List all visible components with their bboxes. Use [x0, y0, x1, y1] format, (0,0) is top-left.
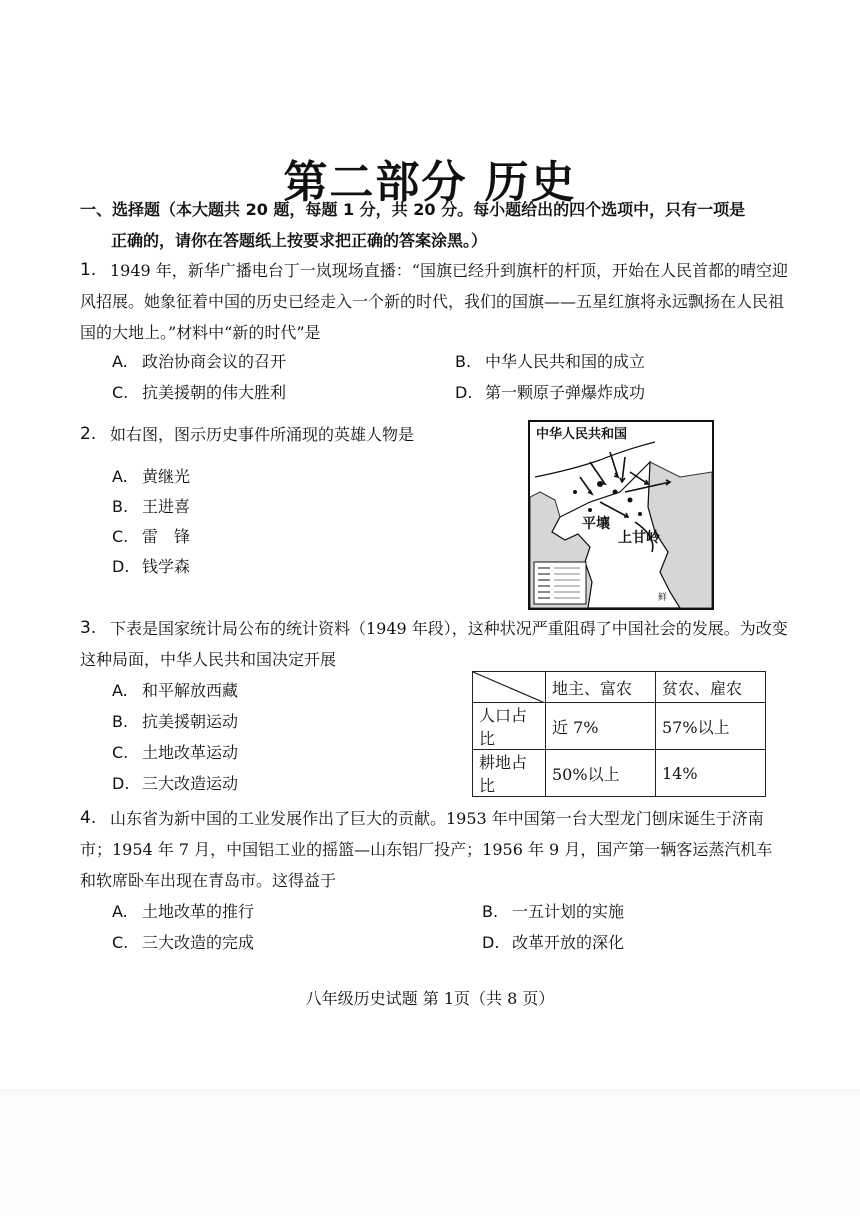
option-1c: C. 抗美援朝的伟大胜利 — [112, 383, 287, 402]
map-drawing — [530, 422, 712, 608]
question-3 — [80, 613, 788, 675]
section-line-2: 正确的，请你在答题纸上按要求把正确的答案涂黑。） — [111, 231, 488, 250]
question-number: 3. — [80, 618, 97, 638]
section-line-1: 一、选择题（本大题共 20 题，每题 1 分，共 20 分。每小题给出的四个选项中，只有一项是 — [80, 200, 746, 219]
question-1 — [80, 255, 788, 348]
option-2a: A. 黄继光 — [112, 467, 191, 486]
option-4d: D. 改革开放的深化 — [482, 933, 625, 952]
diagonal-line — [473, 672, 545, 703]
map-label-pyongyang: 平壤 — [582, 516, 610, 532]
question-text: 山东省为新中国的工业发展作出了巨大的贡献。1953 年中国第一台大型龙门刨床诞生于济南市；1954 年 7 月，中国铝工业的摇篮—山东铝厂投产；1956 年 9 月，国产第一辆客运蒸汽机车和软席卧车出现在青岛市。这得益于 — [80, 809, 773, 890]
question-text: 如右图，图示历史事件所涌现的英雄人物是 — [110, 425, 415, 444]
table-header-row — [473, 672, 766, 703]
option-1d: D. 第一颗原子弹爆炸成功 — [455, 383, 646, 402]
table-header: 地主、富农 — [546, 672, 656, 703]
map-label-shangganling: 上甘岭 — [618, 530, 660, 546]
option-2d: D. 钱学森 — [112, 557, 191, 576]
page-margin — [0, 1090, 860, 1216]
page-title: 第二部分 历史 — [283, 157, 577, 208]
table-row-label: 耕地占比 — [473, 750, 546, 797]
table-header: 贫农、雇农 — [656, 672, 766, 703]
table-row — [473, 750, 766, 797]
question-2 — [80, 419, 500, 450]
option-3d: D. 三大改造运动 — [112, 774, 239, 793]
option-3b: B. 抗美援朝运动 — [112, 712, 239, 731]
table-row — [473, 703, 766, 750]
question-number: 1. — [80, 260, 97, 280]
option-1b: B. 中华人民共和国的成立 — [455, 352, 646, 371]
option-4b: B. 一五计划的实施 — [482, 902, 625, 921]
option-2b: B. 王进喜 — [112, 497, 191, 516]
table-cell: 57%以上 — [656, 703, 766, 750]
question-4 — [80, 803, 788, 896]
map-border — [535, 442, 655, 477]
map-title: 中华人民共和国 — [536, 427, 628, 442]
question-text: 1949 年，新华广播电台丁一岚现场直播：“国旗已经升到旗杆的杆顶，开始在人民首都的晴空迎风招展。她象征着中国的历史已经走入一个新的时代，我们的国旗——五星红旗将永远飘扬在人民祖国的大地上。”材料中“新的时代”是 — [80, 261, 788, 342]
table-cell: 近 7% — [546, 703, 656, 750]
option-2c: C. 雷 锋 — [112, 527, 191, 546]
section-instructions — [80, 194, 790, 256]
page-footer: 八年级历史试题 第 1页（共 8 页） — [305, 989, 555, 1008]
question-text: 下表是国家统计局公布的统计资料（1949 年段），这种状况严重阻碍了中国社会的发展。为改变这种局面，中华人民共和国决定开展 — [80, 619, 788, 669]
table-cell: 50%以上 — [546, 750, 656, 797]
table-corner-cell — [473, 672, 546, 703]
question-number: 4. — [80, 808, 97, 828]
option-3a: A. 和平解放西藏 — [112, 681, 239, 700]
question-number: 2. — [80, 424, 97, 444]
option-4a: A. 土地改革的推行 — [112, 902, 255, 921]
table-cell: 14% — [656, 750, 766, 797]
korean-war-map — [528, 420, 714, 610]
option-4c: C. 三大改造的完成 — [112, 933, 255, 952]
option-1a: A. 政治协商会议的召开 — [112, 352, 287, 371]
map-label-xian: 鲜 — [658, 593, 668, 603]
table-row-label: 人口占比 — [473, 703, 546, 750]
option-3c: C. 土地改革运动 — [112, 743, 239, 762]
stats-table — [472, 671, 766, 797]
